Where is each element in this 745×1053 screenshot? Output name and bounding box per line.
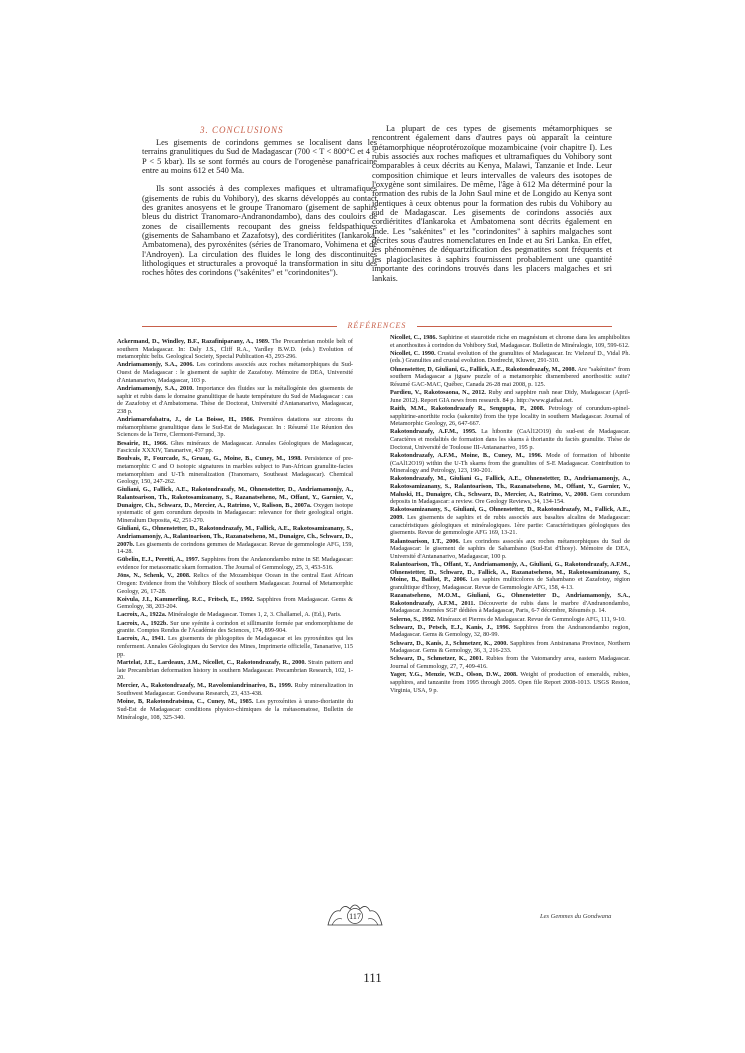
reference-authors: Schwarz, D., Kanis, J., Schmetzer, K., 2000. — [390, 639, 508, 647]
reference-entry — [390, 506, 630, 537]
reference-text: Minéraux et Pierres de Madagascar. Revue de Gemmologie AFG, 111, 9-10. — [435, 615, 626, 623]
reference-authors: Ohnenstetter, D, Giuliani, G., Fallick, A.E., Rakotondrazafy, M., 2008. — [390, 365, 577, 373]
reference-entry — [117, 385, 353, 416]
reference-authors: Andriamamonjy, S.A., 2006. — [117, 361, 194, 369]
reference-text: Crustal evolution of the granulites of Madagascar. In: Vielzeuf D., Vidal Ph. (eds.) Granulites and crustal evolution. Dordrecht, Kluwer, 291-310. — [390, 349, 630, 365]
references-right-column — [390, 334, 630, 695]
reference-entry — [390, 538, 630, 561]
reference-text: Sur une syénite à corindon et sillimanite formée par endomorphisme de granite. Comptes Rendus de l'Académie des Sciences, 174, 899-904. — [117, 619, 353, 635]
reference-entry — [117, 486, 353, 524]
reference-authors: Martelat, J.E., Lardeaux, J.M., Nicollet, C., Rakotondrazafy, R., 2000. — [117, 658, 306, 666]
reference-entry — [390, 428, 630, 451]
reference-text: Sapphires from the Andranondambo region, Madagascar. Gems & Gemology, 32, 80-99. — [390, 623, 630, 639]
reference-text: Premières datations sur zircons du métamorphisme granulitique dans le Sud-Est de Madagascar. In : Résumé 11e Réunion des Sciences de la Terre, Clermont-Ferrand, 3p. — [117, 416, 353, 439]
reference-text: Sapphires from the Andanondambo mine in SE Madagascar: evidence for metasomatic skarn formation. The Journal of Gemmology, 25, 3, 453-516. — [117, 556, 354, 572]
reference-entry — [117, 361, 353, 384]
reference-authors: Koivula, J.I., Kammerling, R.C., Fritsch, E., 1992. — [117, 595, 255, 603]
paragraph: Ils sont associés à des complexes mafiques et ultramafiques (gisements de rubis du Vohibory), des skarns développés au contact des granites anosyens et le groupe Tranomaro (gisement de saphirs bleus du district Tranomaro-Andranondambo), dans des couloirs de zones de cisaillements recoupant des gneiss feldspathiques (gisements de Sahambano et Zazafotsy), des cordiéritites (Iankaroka, Ambatomena), des pyroxénites (séries de Tranomaro, Vohimena et de l'Androyen). La circulation des fluides le long des discontinuités lithologiques et structurales a provoqué la transformation in situ des roches hôtes des corindons ("sakénites" et "corindonites"). — [142, 184, 377, 278]
reference-entry — [117, 698, 353, 721]
reference-authors: Yager, Y.G., Menzie, W.D., Olson, D.W., 2008. — [390, 671, 518, 679]
reference-authors: Ralantoarison, Th., Offant, Y., Andriamamonjy, A., Giuliani, G., Rakotondrazafy, A.F.M., Ohnenstetter, D., Schwarz, D., Fallick, A., Razanatseheno, M., Rakotosamizanany, S., Moine, B., Baillot, P., 2006. — [390, 561, 630, 584]
reference-authors: Besairie, H., 1966. — [117, 439, 168, 447]
reference-entry — [390, 405, 630, 428]
reference-authors: Gübelin, E.J., Peretti, A., 1997. — [117, 556, 200, 564]
reference-entry — [390, 655, 630, 670]
reference-entry — [117, 659, 353, 682]
reference-entry — [117, 596, 353, 611]
reference-authors: Boulvais, P., Fourcade, S., Gruau, G., Moine, B., Cuney, M., 1998. — [117, 455, 302, 463]
reference-entry — [117, 572, 353, 595]
reference-text: Les gisements de saphirs et de rubis associés aux basaltes alcalins de Madagascar: caractéristiques géologiques et minéralogiques. 1ère partie: Caractéristiques géologiques des gisements. Revue de gemmologie AFG 169, 13-21. — [390, 514, 630, 537]
reference-text: Relics of the Mozambique Ocean in the central East African Orogen: Evidence from the Vohibory Block of southern Madagascar. Journal of Metamorphic Geology, 26, 17-28. — [117, 572, 353, 595]
reference-authors: Rakotondrazafy, A.F.M., 1995. — [390, 428, 477, 436]
reference-text: Les pyroxénites à urano-thorianite du Sud-Est de Madagascar: conditions physico-chimiques de la métasomatose, Bulletin de Minéralogie, 108, 325-340. — [117, 698, 353, 721]
reference-entry — [390, 616, 630, 624]
reference-text: Les corindons associés aux roches métamorphiques du Sud-Ouest de Madagascar : le gisement de saphir de Zazafotsy. Mémoire de DEA, Université d'Antananarivo, Madagascar, 103 p. — [117, 361, 353, 384]
reference-entry — [390, 334, 630, 349]
reference-authors: Rakotosamizanany, S., Giuliani, G., Ohnenstetter, D., Rakotondrazafy, M., Fallick, A.E., 2009. — [390, 506, 630, 522]
reference-text: Persistence of pre-metamorphic C and O isotopic signatures in marbles subject to Pan-African granulite-facies metamorphism and U-Th mineralization (Tranomaro, Southeast Madagascar). Chemical Geology, 150, 247-262. — [117, 455, 354, 486]
reference-entry — [390, 592, 630, 615]
reference-entry — [390, 366, 630, 389]
reference-text: Gîtes minéraux de Madagascar. Annales Géologiques de Madagascar, Fascicule XXXIV, Tananarive, 437 pp. — [117, 439, 353, 455]
conclusions-left-column — [142, 138, 377, 287]
reference-text: Are "sakénites" from southern Madagascar a jigsaw puzzle of a metamorphic dismembered anorthositic suite? Résumé GAC-MAC, Québec, Canada 26-28 mai 2008, p. 125. — [390, 365, 630, 388]
reference-text: The Precambrian mobile belt of southern Madagascar. In: Daly J.S., Cliff R.A., Yardley B.W.D. (eds.) Evolution of metamorphic belts. Geological Society, Special Publication 43, 293-296. — [117, 338, 353, 361]
reference-authors: Lacroix, A., 1941. — [117, 635, 166, 643]
reference-entry — [390, 350, 630, 365]
reference-text: Saphirine et staurotide riche en magnésium et chrome dans les amphibolites et anorthosites à corindon du Vohibory Sud, Madagascar. Bulletin de Minéralogie, 109, 599-612. — [390, 334, 630, 349]
reference-entry — [117, 455, 353, 486]
reference-entry — [390, 561, 630, 592]
paragraph: Les gisements de corindons gemmes se localisent dans les terrains granulitiques du Sud de Madagascar (700 < T < 800°C et 4 < P < 5 kbar). Ils se sont formés au cours de l'orogenèse panafricaine entre au moins 612 et 540 Ma. — [142, 138, 377, 176]
logo-number: 117 — [349, 912, 361, 921]
reference-text: Petrology of corundum-spinel-sapphirine-anorthite rocks (sakenite) from the type locality in southern Madagascar. Journal of Metamorphic Geology, 26, 647-667. — [390, 404, 630, 428]
references-left-column — [117, 338, 353, 722]
reference-authors: Ackermand, D., Windley, B.F., Razafiniparany, A., 1989. — [117, 338, 270, 345]
reference-authors: Nicollet, C. 1990. — [390, 349, 436, 357]
reference-authors: Solerno, S., 1992. — [390, 615, 436, 623]
reference-authors: Lacroix, A., 1922b. — [117, 619, 168, 627]
reference-entry — [117, 338, 353, 361]
reference-entry — [390, 640, 630, 655]
reference-text: Importance des fluides sur la métallogénie des gisements de saphir et rubis dans le domaine granulitique de haute température du Sud de Madagascar : cas de Zazafotsy et d'Ambatomena. Thèse de Doctorat, Université d'Antananarivo, Madagascar, 238 p. — [117, 384, 353, 415]
reference-text: Les gisements de phlogopites de Madagascar et les pyroxénites qui les renferment. Annales Géologiques du Service des Mines, Imprimerie officielle, Tananarive, 115 pp. — [117, 635, 353, 658]
reference-authors: Raith, M.M., Rakotondrazafy R., Sengupta, P., 2008. — [390, 404, 545, 412]
references-header — [142, 321, 612, 331]
reference-entry — [117, 556, 353, 571]
reference-text: La hibonite (CaAl12O19) du sud-est de Madagascar. Caractères et modalités de formation dans les skarns à thorianite du faciès granulite. Thèse de Doctorat, Université de Toulouse III-Antananarivo, 195 p. — [390, 428, 630, 451]
reference-entry — [117, 416, 353, 439]
reference-authors: Ralantoarison, I.T., 2006. — [390, 537, 460, 545]
reference-text: Sapphires from Madagascar. Gems & Gemology, 38, 203-204. — [117, 595, 353, 611]
reference-authors: Pardieu, V., Rakotosaona, N., 2012. — [390, 389, 486, 397]
reference-authors: Nicollet, C., 1986. — [390, 334, 438, 341]
reference-text: Sapphires from Antsiranana Province, Northern Madagascar. Gems & Gemology, 36, 3, 216-233. — [390, 639, 630, 655]
reference-text: Les corindons associés aux roches métamorphiques du Sud de Madagascar: le gisement de saphirs de Sahambano (Sud-Est d'Ihosy). Mémoire de DEA, Université d'Antananarivo, Madagascar, 100 p. — [390, 537, 630, 560]
reference-authors: Giuliani, G., Fallick, A.E., Rakotondrazafy, M., Ohnenstetter, D., Andriamamonjy, A., Ralantoarison, Th., Rakotosamizanany, S., Razanatseheno, M., Offant, Y., Garnier, V., Dunaigre, Ch., Schwarz, D., Mercier, A., Ratrimo, V., Ralison, B., 2007a. — [117, 486, 353, 509]
references-title: RÉFÉRENCES — [347, 321, 407, 330]
reference-authors: Rakotondrazafy, A.F.M., Moine, B., Cuney, M., 1996. — [390, 451, 543, 459]
reference-authors: Lacroix, A., 1922a. — [117, 611, 167, 619]
page-number: 111 — [363, 970, 382, 985]
reference-entry — [390, 475, 630, 506]
reference-authors: Mercier, A., Rakotondrazafy, M., Ravolomiandrinarivo, B., 1999. — [117, 682, 293, 690]
reference-text: Rubies from the Vatomandry area, eastern Madagascar. Journal of Gemmology, 27, 7, 409-416. — [390, 655, 630, 671]
reference-entry — [117, 635, 353, 658]
divider — [417, 326, 612, 327]
journal-logo-icon — [326, 899, 384, 929]
reference-authors: Schwarz, D., Schmetzer, K., 2001. — [390, 655, 484, 663]
reference-authors: Rakotondrazafy, M., Giuliani G., Fallick, A.E., Ohnenstetter, D., Andriamamonjy, A., Rakotosamizanany, S., Ralantoarison, Th., Razanatseheno, M., Offant, Y., Garnier, V., Maluski, H., Dunaigre, Ch., Schwarz, D., Mercier, A., Ratrimo, V., 2008. — [390, 475, 630, 498]
journal-name: Les Gemmes du Gondwana — [540, 913, 612, 920]
reference-entry — [117, 525, 353, 556]
reference-authors: Razanatseheno, M.O.M., Giuliani, G., Ohnenstetter D., Andriamamonjy, S.A., Rakotondrazafy, A.F.M., 2011. — [390, 592, 630, 607]
paragraph: La plupart de ces types de gisements métamorphiques se rencontrent également dans d'autres pays où apparaît la ceinture métamorphique néoprotérozoïque mozambicaine (voir chapitre I). Les rubis associés aux roches mafiques et ultramafiques du Vohibory sont comparables à ceux décrits au Kenya, Malawi, Tanzanie et Inde. Leur composition chimique et leurs intervalles de valeurs des isotopes de l'oxygène sont similaires. De même, l'âge à 612 Ma déterminé pour la formation des rubis de la John Saul mine et de Longido au Kenya sont identiques à ceux obtenus pour la formation des rubis du Vohibory au sud de Madagascar. Les gisements de corindons associés aux cordiéritites d'Iankaroka et Ambatomena sont décrits également en Inde. Les "sakénites" et les "corindonites" à saphirs malgaches sont décrites sous d'autres nomenclatures en Inde et au Sri Lanka. En effet, les phénomènes de déquartzification des pegmatites sont fréquents et les plagioclasites à saphirs fournissent probablement une quantité importante des corindons trouvés dans les placers malgaches et sri lankais. — [372, 124, 612, 283]
reference-text: Minéralogie de Madagascar. Tomes 1, 2, 3. Challamel, A. (Ed.), Paris. — [166, 611, 342, 619]
reference-text: Weight of production of emeralds, rubies, sapphires, and tanzanite from 1995 through 2005. Open file Report 2008-1013. USGS Reston, Virginia, USA, 9 p. — [390, 671, 630, 694]
reference-authors: Andriamamonjy, S.A., 2010. — [117, 384, 194, 392]
reference-entry — [390, 452, 630, 475]
reference-text: Ruby mineralization in Southwest Madagascar. Gondwana Research, 23, 433-438. — [117, 682, 353, 698]
reference-entry — [390, 624, 630, 639]
reference-text: Découverte de rubis dans le marbre d'Andranondambo, Madagascar. Journées SGF dédiées à Madagascar, Paris, 6-7 décembre, Résumés p. 14. — [390, 599, 630, 615]
reference-text: Les saphirs multicolores de Sahambano et Zazafotsy, région granulitique d'Ihosy, Madagascar. Revue de Gemmologie AFG, 158, 4-13. — [390, 576, 630, 591]
reference-authors: Jöns, N., Schenk, V., 2008. — [117, 572, 191, 580]
reference-authors: Schwarz, D., Petsch, E.J., Kanis, J., 1996. — [390, 623, 511, 631]
reference-entry — [390, 671, 630, 694]
reference-entry — [390, 389, 630, 404]
reference-entry — [117, 620, 353, 635]
reference-entry — [117, 611, 353, 619]
reference-text: Les gisements de corindons gemmes de Madagascar. Revue de gemmologie AFG, 159, 14-28. — [117, 540, 353, 556]
reference-entry — [117, 682, 353, 697]
reference-authors: Andriamarofahatra, J., de La Boisse, H., 1986. — [117, 416, 255, 424]
reference-text: Oxygen isotope systematic of gem corundum deposits in Madagascar: relevance for their geological origin. Mineralium Deposita, 42, 251-270. — [117, 501, 353, 525]
reference-text: Strain pattern and late Precambrian deformation history in southern Madagascar. Precambrian Research, 102, 1-20. — [117, 658, 353, 682]
reference-text: Gem corundum deposits in Madagascar: a review. Ore Geology Reviews, 34, 134-154. — [390, 490, 630, 506]
reference-authors: Giuliani, G., Ohnenstetter, D., Rakotondrazafy, M., Fallick, A.E., Rakotosamizanany, S., Andriamamonjy, A., Ralantoarison, Th., Razanatseheno, M., Dunaigre, Ch., Schwarz, D., 2007b. — [117, 525, 353, 548]
reference-entry — [117, 440, 353, 455]
reference-text: Mode of formation of hibonite (CaAl12O19) within the U-Th skarns from the granulites of S-E Madagascar. Contribution to Mineralogy and Petrology, 123, 190-201. — [390, 451, 630, 475]
reference-authors: Moine, B, Rakotondratsima, C., Cuney, M., 1985. — [117, 698, 254, 706]
section-title: 3. CONCLUSIONS — [200, 125, 284, 135]
reference-text: Ruby and sapphire rush near Didy, Madagascar (April-June 2012). Report GIA news from research. 84 p. http://www.giathai.net. — [390, 389, 630, 404]
conclusions-right-column — [372, 124, 612, 292]
